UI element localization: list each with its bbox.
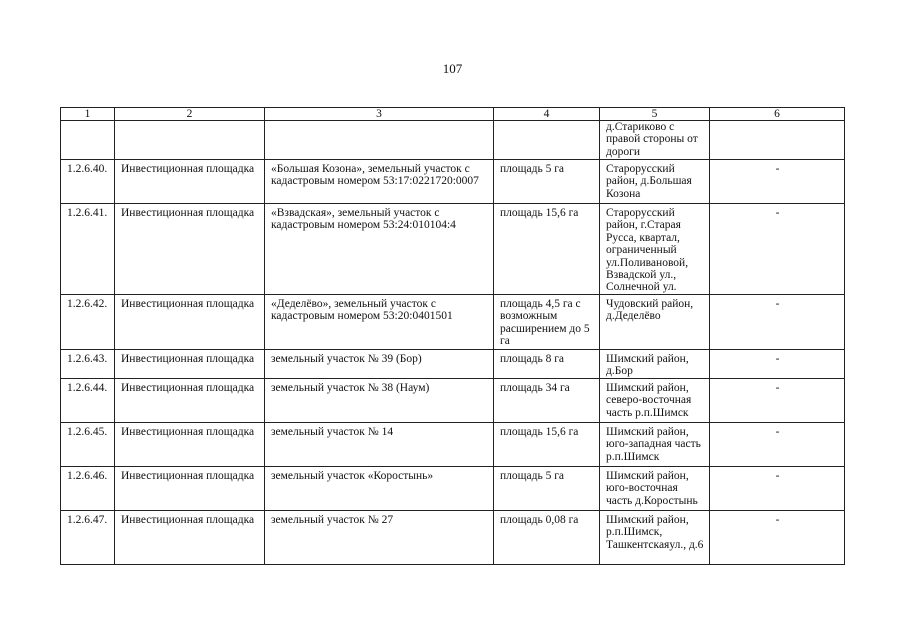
cell-location: Старорусский район, д.Большая Козона	[600, 160, 710, 204]
cell-area: площадь 5 га	[494, 160, 600, 204]
cell-type	[115, 121, 265, 160]
cell-note: -	[710, 510, 845, 564]
cell-type: Инвестиционная площадка	[115, 295, 265, 350]
cell-type: Инвестиционная площадка	[115, 466, 265, 510]
cell-number: 1.2.6.41.	[61, 204, 115, 295]
table-row	[61, 422, 845, 466]
cell-number: 1.2.6.43.	[61, 350, 115, 379]
header-row	[61, 108, 845, 121]
table-row	[61, 510, 845, 564]
column-header: 5	[600, 108, 710, 121]
cell-type: Инвестиционная площадка	[115, 378, 265, 422]
cell-description: «Большая Козона», земельный участок с кадастровым номером 53:17:0221720:0007	[265, 160, 494, 204]
cell-type: Инвестиционная площадка	[115, 204, 265, 295]
page-number: 107	[442, 61, 463, 76]
cell-location: Шимский район, северо-восточная часть р.п.Шимск	[600, 378, 710, 422]
cell-number: 1.2.6.42.	[61, 295, 115, 350]
cell-area: площадь 15,6 га	[494, 204, 600, 295]
cell-number: 1.2.6.47.	[61, 510, 115, 564]
table-row	[61, 295, 845, 350]
cell-number: 1.2.6.46.	[61, 466, 115, 510]
cell-note: -	[710, 295, 845, 350]
cell-description: земельный участок № 39 (Бор)	[265, 350, 494, 379]
cell-type: Инвестиционная площадка	[115, 422, 265, 466]
cell-description: «Взвадская», земельный участок с кадастровым номером 53:24:010104:4	[265, 204, 494, 295]
table-row	[61, 204, 845, 295]
cell-area: площадь 5 га	[494, 466, 600, 510]
cell-area: площадь 8 га	[494, 350, 600, 379]
cell-area: площадь 34 га	[494, 378, 600, 422]
column-header: 3	[265, 108, 494, 121]
cell-note: -	[710, 378, 845, 422]
cell-description: земельный участок № 38 (Наум)	[265, 378, 494, 422]
cell-location: Старорусский район, г.Старая Русса, квартал, ограниченный ул.Поливановой, Взвадской ул., Солнечной ул.	[600, 204, 710, 295]
cell-note: -	[710, 160, 845, 204]
column-header: 1	[61, 108, 115, 121]
cell-type: Инвестиционная площадка	[115, 510, 265, 564]
cell-location: Шимский район, р.п.Шимск, Ташкентскаяул., д.6	[600, 510, 710, 564]
table-row	[61, 466, 845, 510]
cell-number: 1.2.6.45.	[61, 422, 115, 466]
cell-description: земельный участок № 14	[265, 422, 494, 466]
data-table	[60, 107, 845, 565]
table-row	[61, 350, 845, 379]
cell-description: «Деделёво», земельный участок с кадастровым номером 53:20:0401501	[265, 295, 494, 350]
cell-area	[494, 121, 600, 160]
cell-area: площадь 4,5 га с возможным расширением до 5 га	[494, 295, 600, 350]
cell-location: Чудовский район, д.Деделёво	[600, 295, 710, 350]
column-header: 6	[710, 108, 845, 121]
column-header: 2	[115, 108, 265, 121]
cell-number: 1.2.6.40.	[61, 160, 115, 204]
cell-description: земельный участок № 27	[265, 510, 494, 564]
cell-location: Шимский район, юго-западная часть р.п.Шимск	[600, 422, 710, 466]
cell-location: Шимский район, д.Бор	[600, 350, 710, 379]
cell-note: -	[710, 350, 845, 379]
cell-location: Шимский район, юго-восточная часть д.Коростынь	[600, 466, 710, 510]
cell-area: площадь 0,08 га	[494, 510, 600, 564]
cell-description: земельный участок «Коростынь»	[265, 466, 494, 510]
cell-number: 1.2.6.44.	[61, 378, 115, 422]
cell-location: д.Стариково с правой стороны от дороги	[600, 121, 710, 160]
cell-number	[61, 121, 115, 160]
cell-type: Инвестиционная площадка	[115, 350, 265, 379]
cell-description	[265, 121, 494, 160]
cell-area: площадь 15,6 га	[494, 422, 600, 466]
table-row	[61, 160, 845, 204]
table-row	[61, 378, 845, 422]
table-row	[61, 121, 845, 160]
cell-note: -	[710, 204, 845, 295]
cell-note: -	[710, 422, 845, 466]
column-header: 4	[494, 108, 600, 121]
cell-note: -	[710, 466, 845, 510]
cell-note	[710, 121, 845, 160]
cell-type: Инвестиционная площадка	[115, 160, 265, 204]
